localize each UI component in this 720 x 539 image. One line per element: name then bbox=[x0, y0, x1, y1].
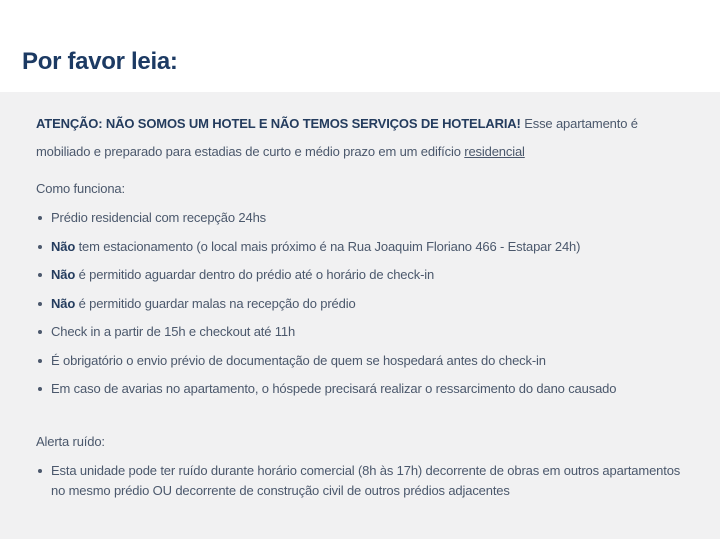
bullet-dot-icon bbox=[38, 469, 42, 473]
bullet-dot-icon bbox=[38, 330, 42, 334]
section-heading: Como funciona: bbox=[36, 181, 125, 196]
list-item-text bbox=[51, 322, 684, 342]
bullet-list bbox=[36, 208, 684, 399]
list-item-rest: é permitido guardar malas na recepção do prédio bbox=[75, 295, 356, 311]
notice-section bbox=[36, 179, 684, 399]
list-item bbox=[36, 322, 684, 342]
list-item-text bbox=[51, 237, 684, 257]
intro-residencial-underlined-text: residencial bbox=[464, 144, 525, 159]
list-item-rest: Em caso de avarias no apartamento, o hóspede precisará realizar o ressarcimento do dano causado bbox=[51, 381, 617, 396]
list-item-text bbox=[51, 208, 684, 228]
list-item-rest: Check in a partir de 15h e checkout até 11h bbox=[51, 324, 296, 339]
bullet-dot-icon bbox=[38, 273, 42, 277]
page-title: Por favor leia: bbox=[22, 48, 178, 75]
bullet-dot-icon bbox=[38, 245, 42, 249]
list-item-text bbox=[51, 461, 684, 501]
notice-card bbox=[0, 92, 720, 539]
list-item-rest: tem estacionamento (o local mais próximo é na Rua Joaquim Floriano 466 - Estapar 24h) bbox=[75, 238, 581, 254]
bullet-dot-icon bbox=[38, 387, 42, 391]
list-item-bold: Não bbox=[51, 295, 76, 311]
intro-warning-bold: ATENÇÃO: NÃO SOMOS UM HOTEL E NÃO TEMOS SERVIÇOS DE HOTELARIA! bbox=[36, 116, 521, 131]
list-item bbox=[36, 379, 684, 399]
list-item bbox=[36, 208, 684, 228]
list-item-rest: Prédio residencial com recepção 24hs bbox=[51, 210, 266, 225]
bullet-list bbox=[36, 461, 684, 501]
notice-section bbox=[36, 432, 684, 501]
list-item bbox=[36, 461, 684, 501]
list-item bbox=[36, 294, 684, 314]
sections-container bbox=[36, 179, 684, 501]
bullet-dot-icon bbox=[38, 302, 42, 306]
list-item-bold: Não bbox=[51, 267, 76, 282]
list-item bbox=[36, 237, 684, 257]
list-item-text bbox=[51, 294, 684, 314]
list-item-text bbox=[51, 265, 684, 285]
section-heading: Alerta ruído: bbox=[36, 434, 105, 449]
intro-regular-text: Esse apartamento é mobiliado e preparado para estadias de curto e médio prazo em um edifício bbox=[36, 116, 638, 159]
intro-paragraph bbox=[36, 110, 684, 166]
bullet-dot-icon bbox=[38, 359, 42, 363]
list-item-rest: é permitido aguardar dentro do prédio até o horário de check-in bbox=[75, 267, 435, 282]
bullet-dot-icon bbox=[38, 216, 42, 220]
list-item-text bbox=[51, 379, 684, 399]
list-item-bold: Não bbox=[51, 238, 76, 254]
list-item-rest: É obrigatório o envio prévio de documentação de quem se hospedará antes do check-in bbox=[51, 352, 546, 368]
list-item-rest: Esta unidade pode ter ruído durante horário comercial (8h às 17h) decorrente de obras em outros apartamentos no mesmo prédio OU decorrente de construção civil de outros prédios adjacentes bbox=[51, 463, 681, 498]
list-item-text bbox=[51, 351, 684, 371]
list-item bbox=[36, 351, 684, 371]
list-item bbox=[36, 265, 684, 285]
